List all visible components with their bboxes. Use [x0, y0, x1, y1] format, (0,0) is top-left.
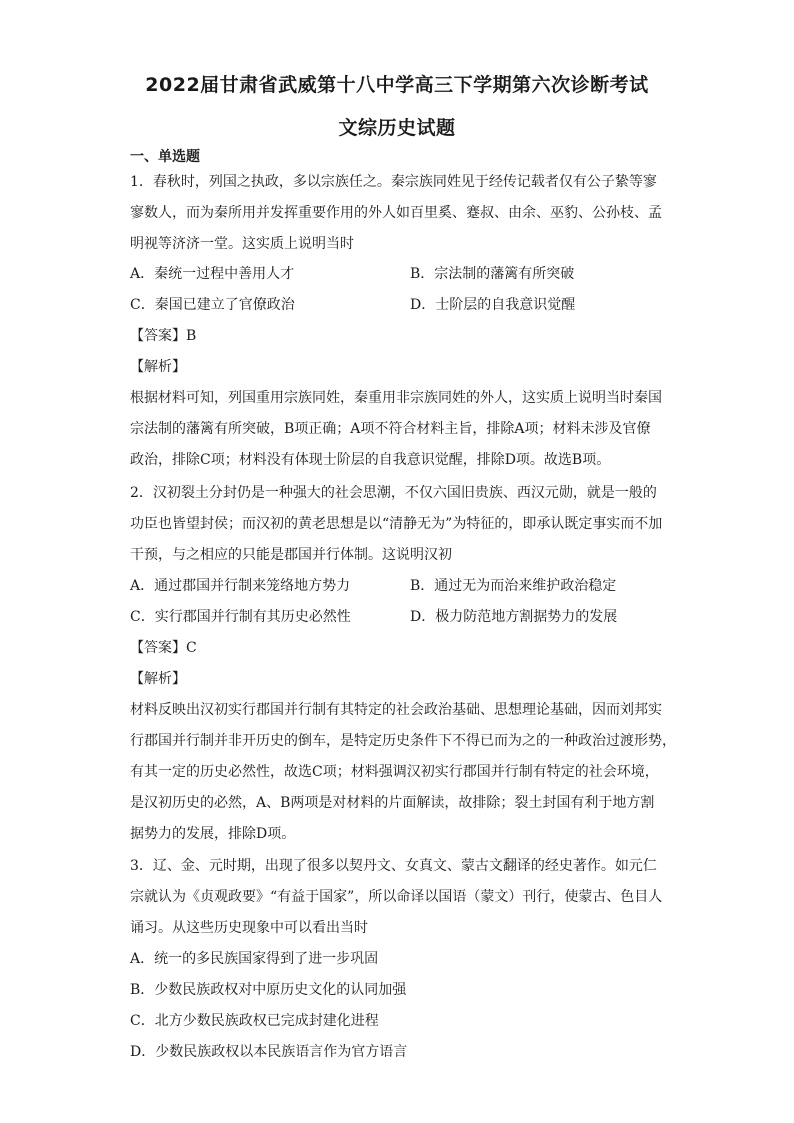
- q3-stem-line: 3．辽、金、元时期，出现了很多以契丹文、女真文、蒙古文翻译的经史著作。如元仁: [130, 858, 657, 874]
- q3-option-b: B．少数民族政权对中原历史文化的认同加强: [130, 982, 407, 998]
- q2-stem-line: 干预，与之相应的只能是郡国并行体制。这说明汉初: [130, 547, 452, 563]
- q2-option-d: D．极力防范地方割据势力的发展: [410, 609, 618, 625]
- q2-option-b: B．通过无为而治来维护政治稳定: [410, 578, 617, 594]
- q1-option-c: C．秦国已建立了官僚政治: [130, 297, 295, 313]
- title-line-2: 文综历史试题: [338, 117, 456, 139]
- q2-analysis-line: 是汉初历史的必然，A、B两项是对材料的片面解读，故排除；裂土封国有利于地方割: [130, 795, 655, 811]
- q2-stem-line: 功臣也皆望封侯；而汉初的黄老思想是以“清静无为”为特征的，即承认既定事实而不加: [130, 516, 663, 532]
- section-heading: 一、单选题: [130, 149, 200, 165]
- q1-stem-line: 明视等济济一堂。这实质上说明当时: [130, 236, 354, 252]
- q3-stem-line: 宗就认为《贞观政要》“有益于国家”，所以命译以国语（蒙文）刊行，使蒙古、色目人: [130, 889, 663, 905]
- q2-analysis-line: 据势力的发展，排除D项。: [130, 826, 296, 842]
- q1-option-a: A．秦统一过程中善用人才: [130, 266, 295, 282]
- q2-stem-line: 2．汉初裂土分封仍是一种强大的社会思潮，不仅六国旧贵族、西汉元勋，就是一般的: [130, 485, 657, 501]
- q2-analysis-label: 【解析】: [130, 671, 186, 687]
- q1-stem-line: 1．春秋时，列国之执政，多以宗族任之。秦宗族同姓见于经传记载者仅有公子絷等寥: [130, 174, 657, 190]
- q1-answer: 【答案】B: [130, 328, 197, 344]
- q3-stem-line: 诵习。从这些历史现象中可以看出当时: [130, 920, 368, 936]
- q3-option-c: C．北方少数民族政权已完成封建化进程: [130, 1013, 379, 1029]
- title-line-1: 2022届甘肃省武威第十八中学高三下学期第六次诊断考试: [145, 74, 649, 96]
- q1-option-b: B．宗法制的藩篱有所突破: [410, 266, 575, 282]
- q3-option-a: A．统一的多民族国家得到了进一步巩固: [130, 951, 379, 967]
- q1-stem-line: 寥数人，而为秦所用并发挥重要作用的外人如百里奚、蹇叔、由余、巫豹、公孙枝、孟: [130, 205, 662, 221]
- q3-option-d: D．少数民族政权以本民族语言作为官方语言: [130, 1044, 408, 1060]
- q2-analysis-line: 有其一定的历史必然性，故选C项；材料强调汉初实行郡国并行制有特定的社会环境，: [130, 764, 659, 780]
- q1-analysis-label: 【解析】: [130, 359, 186, 375]
- q2-analysis-line: 行郡国并行制并非开历史的倒车，是特定历史条件下不得已而为之的一种政治过渡形势，: [130, 733, 676, 749]
- q1-option-d: D．士阶层的自我意识觉醒: [410, 297, 576, 313]
- q2-answer: 【答案】C: [130, 640, 197, 656]
- q2-analysis-line: 材料反映出汉初实行郡国并行制有其特定的社会政治基础、思想理论基础，因而刘邦实: [130, 702, 662, 718]
- q1-analysis-line: 政治，排除C项；材料没有体现士阶层的自我意识觉醒，排除D项。故选B项。: [130, 452, 611, 468]
- q1-analysis-line: 根据材料可知，列国重用宗族同姓，秦重用非宗族同姓的外人，这实质上说明当时秦国: [130, 390, 662, 406]
- q1-analysis-line: 宗法制的藩篱有所突破，B项正确；A项不符合材料主旨，排除A项；材料未涉及官僚: [130, 421, 651, 437]
- q2-option-c: C．实行郡国并行制有其历史必然性: [130, 609, 351, 625]
- q2-option-a: A．通过郡国并行制来笼络地方势力: [130, 578, 351, 594]
